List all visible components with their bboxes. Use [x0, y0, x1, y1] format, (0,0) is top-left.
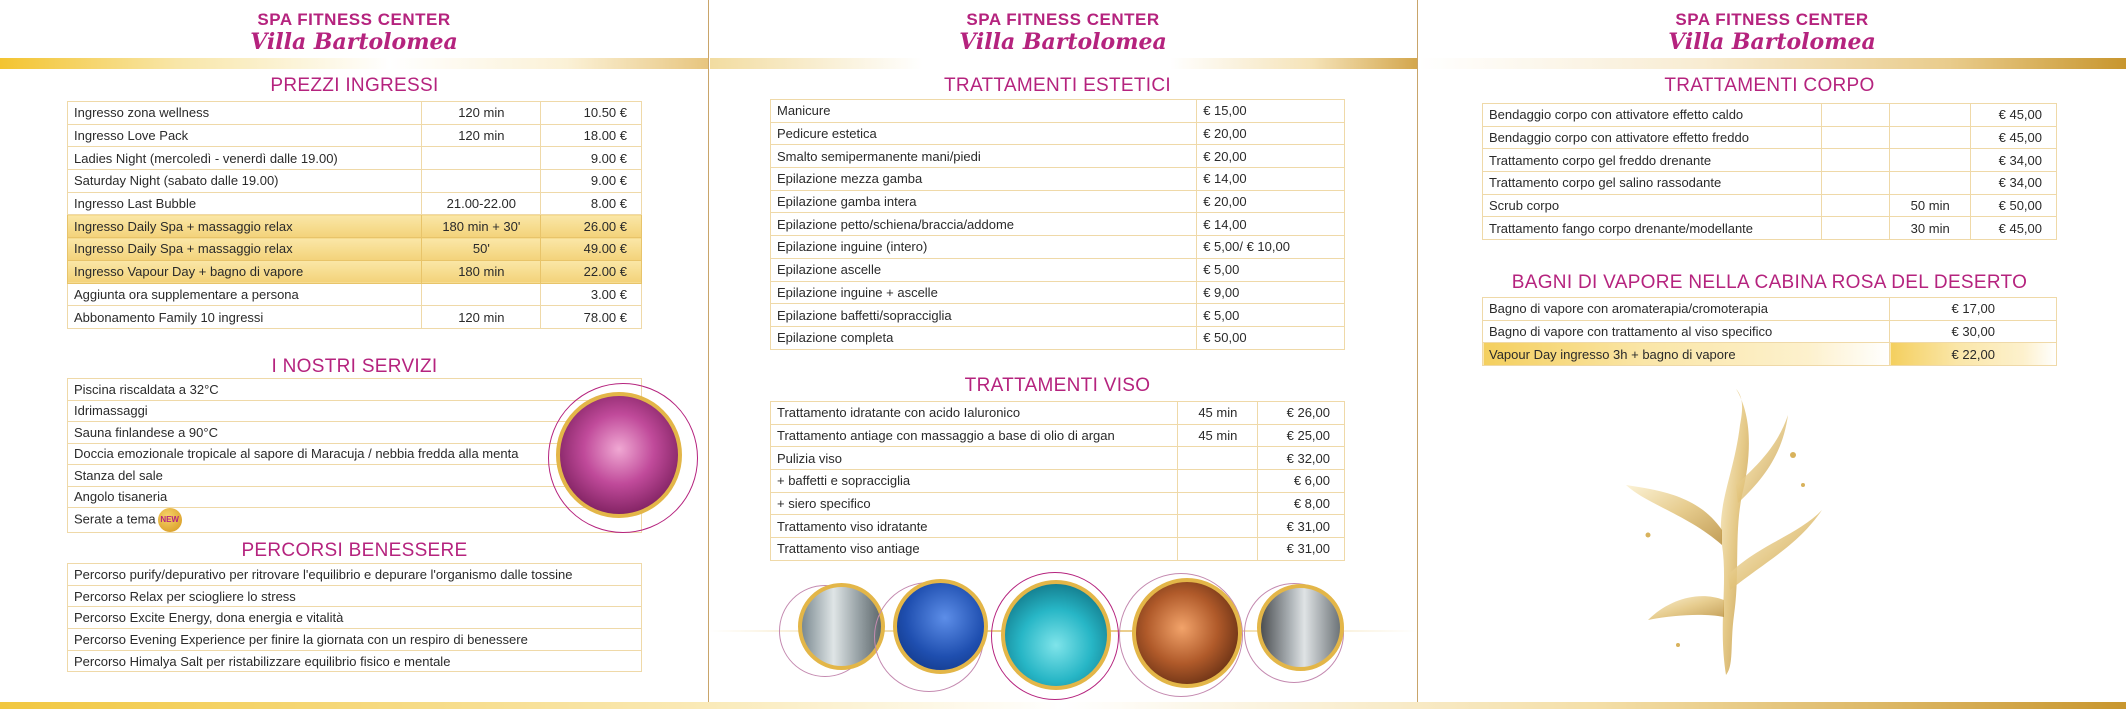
service-row: [68, 400, 642, 422]
face-row: [771, 515, 1345, 538]
item-name: Ladies Night (mercoledì - venerdì dalle 19.00): [68, 147, 422, 170]
item-price: 8.00 €: [541, 192, 642, 215]
item-duration: [422, 147, 541, 170]
section-title-viso: TRATTAMENTI VISO: [964, 375, 1151, 396]
item-duration: [1178, 515, 1258, 538]
item-price: € 26,00: [1258, 402, 1345, 425]
item-duration: [1890, 149, 1971, 172]
beauty-row: [771, 236, 1345, 259]
item-price: € 5,00: [1197, 304, 1345, 327]
path-row: [68, 650, 642, 672]
face-row: [771, 424, 1345, 447]
beauty-row: [771, 258, 1345, 281]
brand-header: [1418, 10, 2126, 55]
beauty-treatments-table: [770, 99, 1345, 350]
brand-header: [0, 10, 708, 55]
item-name: Trattamento viso antiage: [771, 538, 1178, 561]
item-price: € 25,00: [1258, 424, 1345, 447]
item-price: € 34,00: [1971, 149, 2057, 172]
item-name: Ingresso zona wellness: [68, 102, 422, 125]
price-row: [68, 306, 642, 329]
item-name: Pedicure estetica: [771, 122, 1197, 145]
item-duration: [422, 283, 541, 306]
item-duration: 120 min: [422, 124, 541, 147]
body-row: [1483, 126, 2057, 149]
item-name: Trattamento corpo gel freddo drenante: [1483, 149, 1822, 172]
item-price: 26.00 €: [541, 215, 642, 238]
service-name: Serate a tema NEW: [68, 508, 642, 533]
item-duration: 30 min: [1890, 217, 1971, 240]
item-price: € 22,00: [1890, 343, 2057, 366]
item-price: € 45,00: [1971, 217, 2057, 240]
item-name: Abbonamento Family 10 ingressi: [68, 306, 422, 329]
item-price: 9.00 €: [541, 170, 642, 193]
item-price: € 9,00: [1197, 281, 1345, 304]
brand-line2: Villa Bartolomea: [250, 29, 458, 55]
item-name: Epilazione inguine + ascelle: [771, 281, 1197, 304]
item-name: Epilazione mezza gamba: [771, 168, 1197, 191]
section-title-vapore: BAGNI DI VAPORE NELLA CABINA ROSA DEL DESERTO: [1511, 272, 2028, 293]
item-name: Ingresso Daily Spa + massaggio relax: [68, 238, 422, 261]
item-price: 49.00 €: [541, 238, 642, 261]
face-row: [771, 538, 1345, 561]
panel-prices: [0, 0, 708, 709]
beauty-row: [771, 213, 1345, 236]
face-row: [771, 447, 1345, 470]
spacer-cell: [1821, 149, 1890, 172]
price-row: [68, 238, 642, 261]
item-duration: [1178, 447, 1258, 470]
beauty-row: [771, 145, 1345, 168]
spacer-cell: [1821, 217, 1890, 240]
item-name: + siero specifico: [771, 492, 1178, 515]
item-price: 22.00 €: [541, 260, 642, 283]
item-price: 18.00 €: [541, 124, 642, 147]
item-duration: [1890, 126, 1971, 149]
prices-table: [67, 101, 642, 329]
item-duration: [1178, 492, 1258, 515]
item-name: Ingresso Last Bubble: [68, 192, 422, 215]
item-name: Epilazione baffetti/sopracciglia: [771, 304, 1197, 327]
service-name: Sauna finlandese a 90°C: [68, 422, 642, 444]
item-name: Trattamento fango corpo drenante/modellante: [1483, 217, 1822, 240]
item-name: Trattamento viso idratante: [771, 515, 1178, 538]
panel-treatments: [709, 0, 1417, 709]
section-title-prezzi: PREZZI INGRESSI: [270, 75, 439, 96]
item-name: Pulizia viso: [771, 447, 1178, 470]
body-row: [1483, 149, 2057, 172]
item-price: € 14,00: [1197, 213, 1345, 236]
price-row: [68, 192, 642, 215]
item-price: € 20,00: [1197, 122, 1345, 145]
path-name: Percorso Evening Experience per finire la giornata con un respiro di benessere: [68, 629, 642, 651]
item-price: 3.00 €: [541, 283, 642, 306]
item-duration: 50 min: [1890, 194, 1971, 217]
item-name: Trattamento antiage con massaggio a base di olio di argan: [771, 424, 1178, 447]
service-name: Stanza del sale: [68, 465, 642, 487]
face-row: [771, 470, 1345, 493]
item-price: 9.00 €: [541, 147, 642, 170]
new-badge: NEW: [158, 508, 182, 532]
beauty-row: [771, 122, 1345, 145]
brand-header: [709, 10, 1417, 55]
path-name: Percorso purify/depurativo per ritrovare l'equilibrio e depurare l'organismo dalle tossine: [68, 564, 642, 586]
item-price: € 8,00: [1258, 492, 1345, 515]
spacer-cell: [1821, 104, 1890, 127]
price-row: [68, 283, 642, 306]
body-row: [1483, 172, 2057, 195]
price-row: [68, 170, 642, 193]
beauty-row: [771, 168, 1345, 191]
price-row: [68, 147, 642, 170]
shower-photo: [798, 583, 885, 670]
body-row: [1483, 194, 2057, 217]
item-price: € 14,00: [1197, 168, 1345, 191]
item-price: € 17,00: [1890, 298, 2057, 321]
service-row: [68, 379, 642, 401]
item-duration: 45 min: [1178, 402, 1258, 425]
price-row: [68, 102, 642, 125]
beauty-row: [771, 100, 1345, 123]
face-row: [771, 402, 1345, 425]
item-duration: [1178, 538, 1258, 561]
item-name: Saturday Night (sabato dalle 19.00): [68, 170, 422, 193]
path-name: Percorso Himalya Salt per ristabilizzare equilibrio fisico e mentale: [68, 650, 642, 672]
blue-room-photo: [893, 579, 988, 674]
brand-line2: Villa Bartolomea: [959, 29, 1167, 55]
item-duration: [1890, 104, 1971, 127]
steam-baths-table: [1482, 297, 2057, 366]
path-row: [68, 607, 642, 629]
item-price: € 50,00: [1197, 326, 1345, 349]
face-row: [771, 492, 1345, 515]
service-name: Angolo tisaneria: [68, 486, 642, 508]
path-name: Percorso Excite Energy, dona energia e vitalità: [68, 607, 642, 629]
body-row: [1483, 104, 2057, 127]
item-name: Bendaggio corpo con attivatore effetto freddo: [1483, 126, 1822, 149]
price-row: [68, 215, 642, 238]
item-duration: 21.00-22.00: [422, 192, 541, 215]
item-price: € 32,00: [1258, 447, 1345, 470]
beauty-row: [771, 326, 1345, 349]
item-name: Aggiunta ora supplementare a persona: [68, 283, 422, 306]
item-name: Epilazione petto/schiena/braccia/addome: [771, 213, 1197, 236]
item-name: Manicure: [771, 100, 1197, 123]
item-name: Vapour Day ingresso 3h + bagno di vapore: [1483, 343, 1890, 366]
spacer-cell: [1821, 172, 1890, 195]
section-title-percorsi: PERCORSI BENESSERE: [241, 540, 468, 561]
item-duration: 50': [422, 238, 541, 261]
item-name: Epilazione inguine (intero): [771, 236, 1197, 259]
sauna-photo: [556, 392, 682, 518]
item-price: € 31,00: [1258, 515, 1345, 538]
section-title-estetici: TRATTAMENTI ESTETICI: [944, 75, 1171, 96]
panel-body: [1418, 0, 2126, 709]
item-duration: [422, 170, 541, 193]
body-row: [1483, 217, 2057, 240]
face-treatments-table: [770, 401, 1345, 561]
steam-row: [1483, 343, 2057, 366]
spacer-cell: [1821, 126, 1890, 149]
item-price: € 34,00: [1971, 172, 2057, 195]
item-name: Trattamento corpo gel salino rassodante: [1483, 172, 1822, 195]
brand-line1: SPA FITNESS CENTER: [1675, 10, 1869, 29]
path-row: [68, 585, 642, 607]
item-name: Epilazione gamba intera: [771, 190, 1197, 213]
steam-room-photo: [1257, 584, 1344, 671]
service-name: Piscina riscaldata a 32°C: [68, 379, 642, 401]
body-treatments-table: [1482, 103, 2057, 240]
item-price: € 5,00: [1197, 258, 1345, 281]
item-price: € 45,00: [1971, 104, 2057, 127]
item-name: Ingresso Vapour Day + bagno di vapore: [68, 260, 422, 283]
path-name: Percorso Relax per sciogliere lo stress: [68, 585, 642, 607]
section-title-servizi: I NOSTRI SERVIZI: [271, 356, 438, 377]
item-price: € 20,00: [1197, 145, 1345, 168]
item-name: Trattamento idratante con acido Ialuronico: [771, 402, 1178, 425]
item-name: Smalto semipermanente mani/piedi: [771, 145, 1197, 168]
steam-row: [1483, 298, 2057, 321]
item-duration: 120 min: [422, 306, 541, 329]
brand-line1: SPA FITNESS CENTER: [966, 10, 1160, 29]
item-name: Epilazione completa: [771, 326, 1197, 349]
item-name: Ingresso Daily Spa + massaggio relax: [68, 215, 422, 238]
item-name: + baffetti e sopracciglia: [771, 470, 1178, 493]
beauty-row: [771, 190, 1345, 213]
service-name: Idrimassaggi: [68, 400, 642, 422]
item-duration: 180 min + 30': [422, 215, 541, 238]
pool-photo: [1001, 580, 1111, 690]
spacer-cell: [1821, 194, 1890, 217]
service-name: Doccia emozionale tropicale al sapore di Maracuja / nebbia fredda alla menta: [68, 443, 642, 465]
item-duration: 45 min: [1178, 424, 1258, 447]
wellness-paths-table: [67, 563, 642, 672]
brand-line1: SPA FITNESS CENTER: [257, 10, 451, 29]
item-price: € 6,00: [1258, 470, 1345, 493]
item-price: 78.00 €: [541, 306, 642, 329]
item-name: Bendaggio corpo con attivatore effetto caldo: [1483, 104, 1822, 127]
price-row: [68, 124, 642, 147]
item-price: € 20,00: [1197, 190, 1345, 213]
item-duration: [1178, 470, 1258, 493]
item-price: € 15,00: [1197, 100, 1345, 123]
item-duration: [1890, 172, 1971, 195]
item-price: € 45,00: [1971, 126, 2057, 149]
item-price: € 5,00/ € 10,00: [1197, 236, 1345, 259]
item-duration: 120 min: [422, 102, 541, 125]
item-name: Scrub corpo: [1483, 194, 1822, 217]
service-row: [68, 508, 642, 533]
item-name: Bagno di vapore con trattamento al viso specifico: [1483, 320, 1890, 343]
section-title-corpo: TRATTAMENTI CORPO: [1664, 75, 1875, 96]
item-name: Ingresso Love Pack: [68, 124, 422, 147]
item-price: 10.50 €: [541, 102, 642, 125]
path-row: [68, 564, 642, 586]
sauna-wood-photo: [1132, 578, 1242, 688]
item-name: Bagno di vapore con aromaterapia/cromoterapia: [1483, 298, 1890, 321]
item-price: € 30,00: [1890, 320, 2057, 343]
item-duration: 180 min: [422, 260, 541, 283]
steam-row: [1483, 320, 2057, 343]
path-row: [68, 629, 642, 651]
item-price: € 50,00: [1971, 194, 2057, 217]
beauty-row: [771, 304, 1345, 327]
gold-splash-decoration: [1618, 385, 1828, 685]
item-name: Epilazione ascelle: [771, 258, 1197, 281]
item-price: € 31,00: [1258, 538, 1345, 561]
brand-line2: Villa Bartolomea: [1668, 29, 1876, 55]
price-row: [68, 260, 642, 283]
beauty-row: [771, 281, 1345, 304]
